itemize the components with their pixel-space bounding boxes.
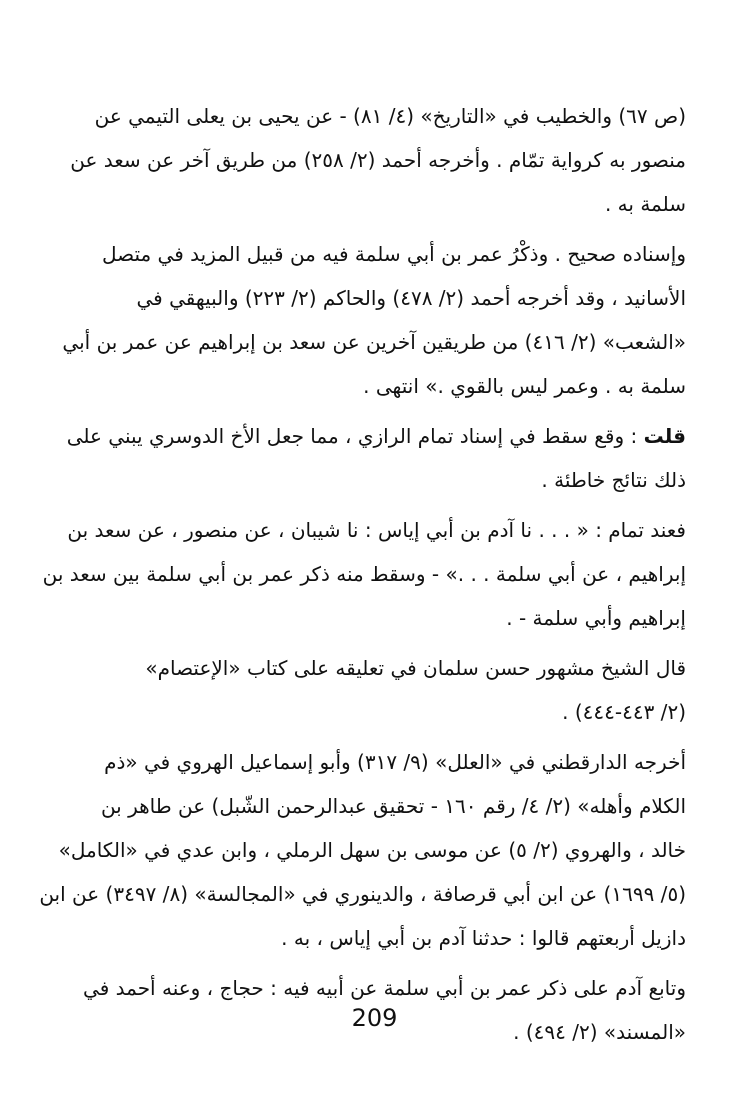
text-line: الكلام وأهله» (٢/ ٤/ رقم ١٦٠ - تحقيق عبدالرحمن الشّبل) عن طاهر بن	[100, 794, 686, 818]
paragraph	[68, 414, 686, 502]
text-line: ذلك نتائج خاطئة .	[541, 468, 686, 492]
text-line: «الشعب» (٢/ ٤١٦) من طريقين آخرين عن سعد بن إبراهيم عن عمر بن أبي	[62, 330, 686, 354]
text-line: «المسند» (٢/ ٤٩٤) .	[513, 1020, 686, 1044]
line-text: : وقع سقط في إسناد تمام الرازي ، مما جعل الأخ الدوسري يبني على	[66, 424, 644, 448]
text-line: سلمة به . وعمر ليس بالقوي .» انتهى .	[363, 374, 686, 398]
text-line: إبراهيم ، عن أبي سلمة . . .» - وسقط منه ذكر عمر بن أبي سلمة بين سعد بن	[42, 562, 686, 586]
text-line: خالد ، والهروي (٢/ ٥) عن موسى بن سهل الرملي ، وابن عدي في «الكامل»	[58, 838, 686, 862]
paragraph	[62, 232, 686, 408]
text-line: دازيل أربعتهم قالوا : حدثنا آدم بن أبي إياس ، به .	[281, 926, 686, 950]
text-line: وإسناده صحيح . وذكْرُ عمر بن أبي سلمة فيه من قبيل المزيد في متصل	[101, 242, 686, 266]
paragraph	[68, 646, 686, 734]
text-line: فعند تمام : « . . . نا آدم بن أبي إياس : نا شيبان ، عن منصور ، عن سعد بن	[67, 518, 686, 542]
text-line: وتابع آدم على ذكر عمر بن أبي سلمة عن أبيه فيه : حجاج ، وعنه أحمد في	[83, 976, 686, 1000]
paragraph	[39, 740, 686, 960]
text-line: (ص ٦٧) والخطيب في «التاريخ» (٤/ ٨١) - عن يحيى بن يعلى التيمي عن	[94, 104, 686, 128]
text-line: الأسانيد ، وقد أخرجه أحمد (٢/ ٤٧٨) والحاكم (٢/ ٢٢٣) والبيهقي في	[136, 286, 686, 310]
text-line: (٥/ ١٦٩٩) عن ابن أبي قرصافة ، والدينوري في «المجالسة» (٨/ ٣٤٩٧) عن ابن	[39, 882, 686, 906]
paragraph	[42, 508, 686, 640]
text-line: أخرجه الدارقطني في «العلل» (٩/ ٣١٧) وأبو إسماعيل الهروي في «ذم	[104, 750, 686, 774]
page-number: 209	[351, 1004, 398, 1032]
text-line: سلمة به .	[604, 192, 686, 216]
text-line: (٢/ ٤٤٣-٤٤٤) .	[562, 700, 686, 724]
text-line: إبراهيم وأبي سلمة - .	[506, 606, 686, 630]
text-line: منصور به كرواية تمّام . وأخرجه أحمد (٢/ ٢٥٨) من طريق آخر عن سعد عن	[70, 148, 686, 172]
text-line: قال الشيخ مشهور حسن سلمان في تعليقه على كتاب «الإعتصام»	[145, 656, 686, 680]
lead-word: قلت	[643, 424, 686, 448]
page-body	[39, 94, 686, 1054]
paragraph	[68, 94, 686, 226]
text-line	[68, 414, 686, 458]
